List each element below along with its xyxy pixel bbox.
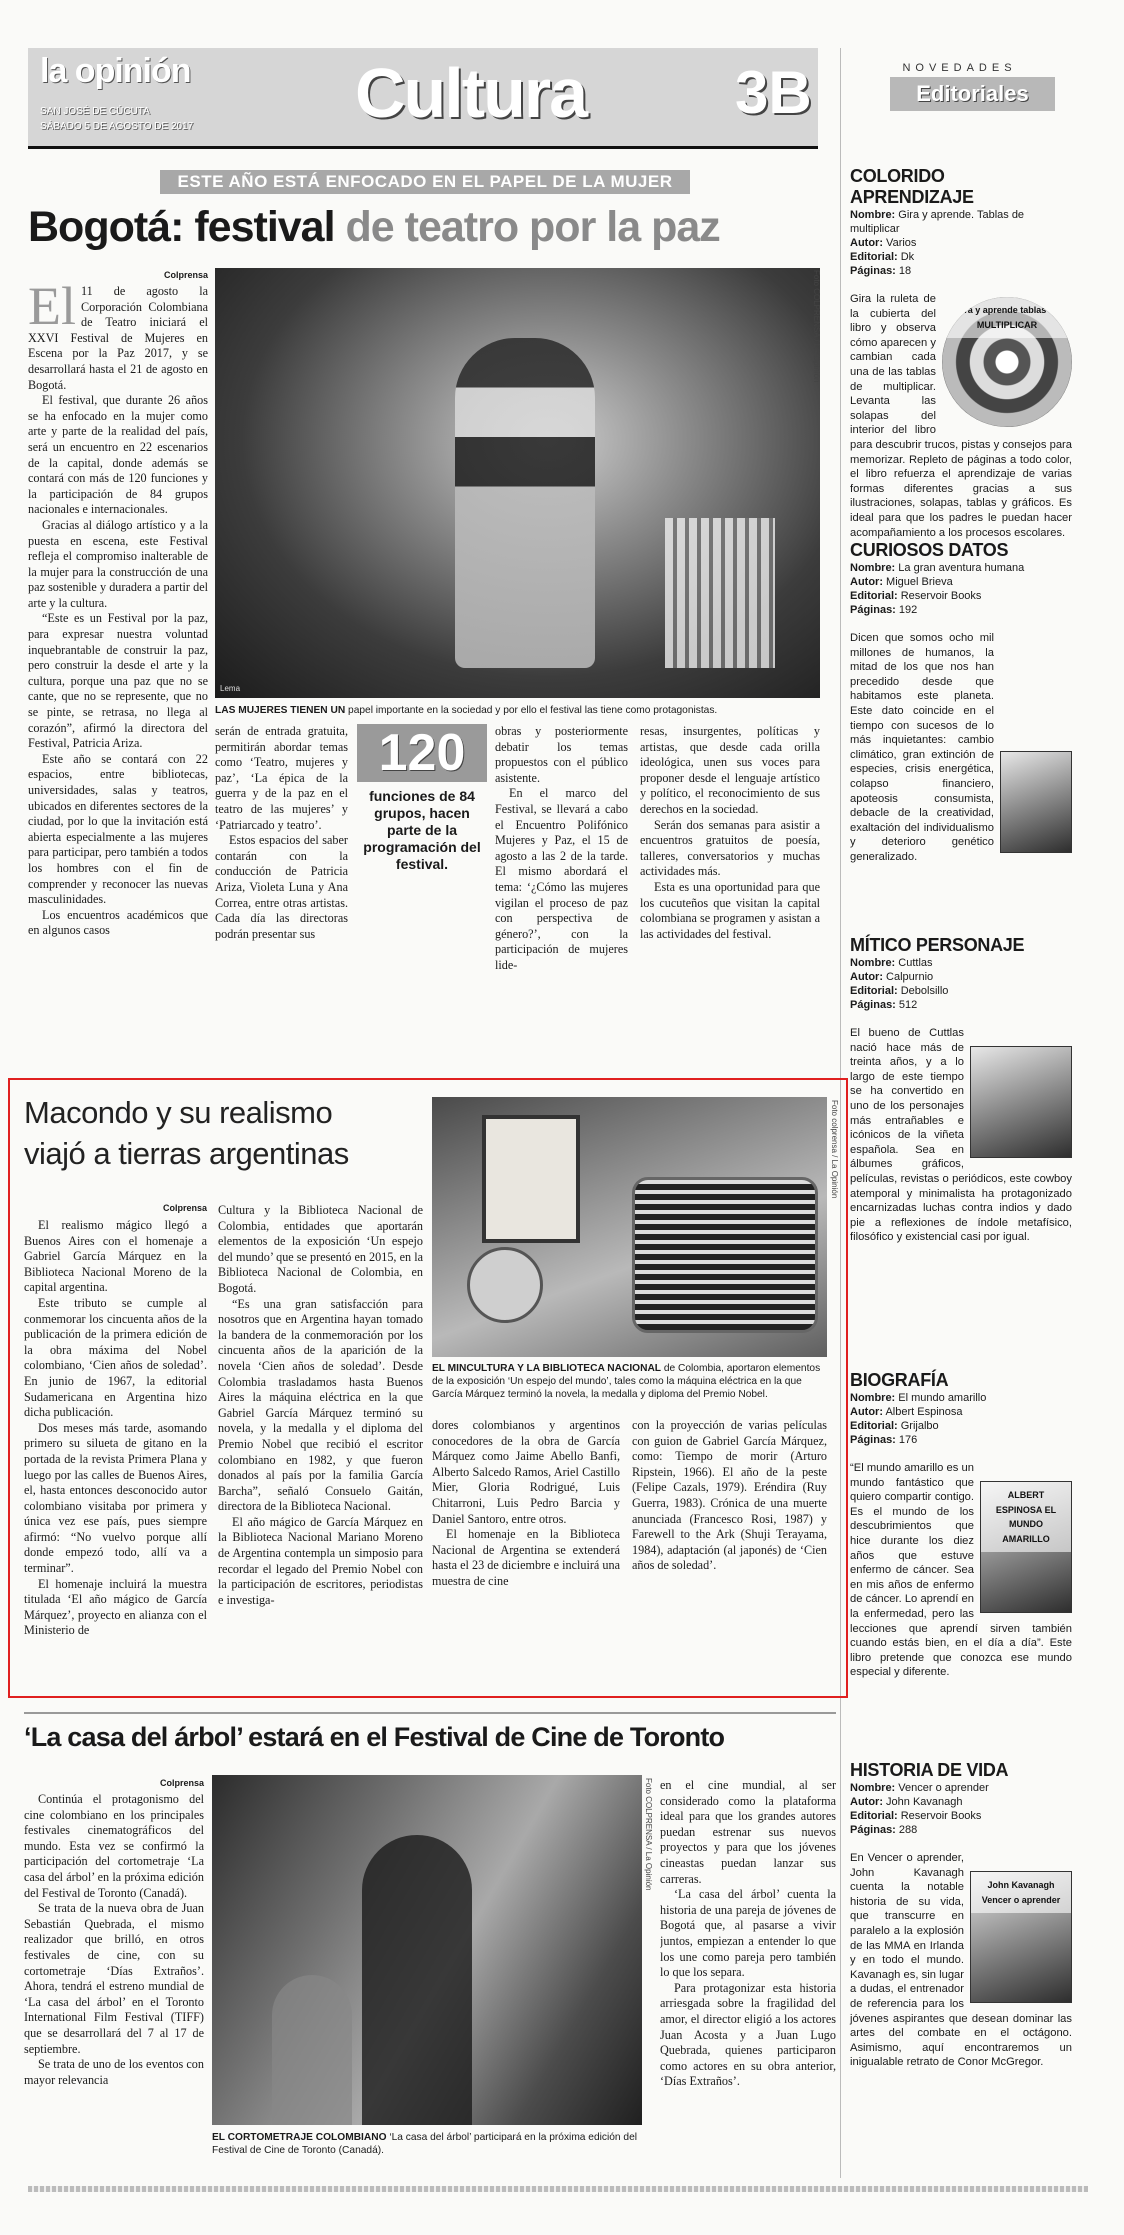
meta-label: Editorial: (850, 985, 898, 997)
article1-source: Colprensa (163, 270, 208, 280)
book-meta (850, 208, 1072, 278)
book-cover (970, 1871, 1072, 2003)
book-title: HISTORIA DE VIDA (850, 1760, 1009, 1780)
section-title: Cultura (355, 54, 586, 132)
meta-value: 176 (895, 1434, 918, 1446)
article2-col4 (632, 1418, 827, 1688)
paragraph: obras y posteriormente debatir los temas propuestos con el público asistente. (495, 724, 628, 785)
book-meta-editorial (850, 589, 1072, 603)
page-number: 3B (735, 59, 812, 126)
book-meta-editorial (850, 250, 1072, 264)
paragraph: Los encuentros académicos que en algunos casos (28, 907, 208, 938)
book-meta (850, 1781, 1072, 1837)
meta-value: Varios (883, 237, 917, 249)
masthead-logo: la opinión (40, 52, 191, 90)
paragraph: En el marco del Festival, se llevará a cabo el Encuentro Polifónico Mujeres y Paz, el 15 de agosto a las 2 de la tarde. El mismo abordará el tema: ‘¿Cómo las mujeres vigilan el proceso de paz con perspectiva de género?’, con la participación de mujeres lide- (495, 786, 628, 972)
caption-text: ‘La casa del árbol’ participará en la próxima edición del Festival de Cine de Toronto (Canadá). (212, 2132, 638, 2156)
meta-value: Albert Espinosa (883, 1406, 963, 1418)
meta-value: Reservoir Books (897, 590, 982, 602)
book-meta-editorial (850, 1419, 1072, 1433)
book-title: BIOGRAFÍA (850, 1370, 949, 1390)
book-meta (850, 956, 1072, 1012)
article2-caption (432, 1362, 827, 1401)
article1-col4 (640, 724, 820, 1054)
person-shape-1 (362, 1835, 472, 2125)
book-meta-autor (850, 236, 1072, 250)
meta-label: Autor: (850, 1796, 883, 1808)
meta-value: Miguel Brieva (883, 576, 953, 588)
meta-value: Dk (897, 251, 915, 263)
meta-value: Vencer o aprender (895, 1782, 989, 1794)
caption-text: de Colombia, aportaron elementos de la exposición ‘Un espejo del mundo’, tales como la máquina eléctrica en la que García Márquez terminó la novela, la medalla y diploma del Premio Nobel. (432, 1363, 821, 1400)
paragraph: Continúa el protagonismo del cine colombiano en los principales festivales cinematográficos del mundo. Esta vez se confirmó la participación del cortometraje ‘La casa del árbol’ en la próxima edición del Festival de Toronto (Canadá). (24, 1792, 204, 1900)
cover-text: ALBERT ESPINOSA EL MUNDO AMARILLO (981, 1482, 1071, 1552)
book-meta-autor (850, 575, 1072, 589)
book-cover (970, 1046, 1072, 1158)
article3-caption (212, 2131, 642, 2157)
paragraph: con la proyección de varias películas con guion de Gabriel García Márquez, como: Tiempo de morir (Arturo Ripstein, 1966). El año de la peste (Felipe Cazals, 1979). Eréndira (Ruy Guerra, 1983). Crónica de una muerte anunciada (Francesco Rosi, 1987) y Farewell to the Ark (Shuji Terayama, 1984), adaptación (al japonés) de ‘Cien años de soledad’. (632, 1418, 827, 1573)
cover-text: John Kavanagh Vencer o aprender (971, 1872, 1071, 1913)
article1-kicker: ESTE AÑO ESTÁ ENFOCADO EN EL PAPEL DE LA MUJER (160, 170, 690, 194)
meta-value: Calpurnio (883, 971, 934, 983)
paragraph: El festival, que durante 26 años se ha enfocado en la mujer como arte y parte de la realidad del país, será un encuentro en 22 escenarios de la capital, donde además se contará con más de 120 funciones y la participación de 84 grupos nacionales e internacionales. (28, 393, 208, 517)
book-meta-editorial (850, 1809, 1072, 1823)
article1-col1 (28, 284, 208, 1054)
sidebar-header-top: NOVEDADES (902, 62, 1017, 74)
meta-label: Editorial: (850, 1420, 898, 1432)
article2-title-line1: Macondo y su realismo (24, 1095, 333, 1130)
book-meta-editorial (850, 984, 1072, 998)
book-description-text: Dicen que somos ocho mil millones de humanos, la mitad de los que nos han precedido desde que habitamos este planeta. Este dato coincide en el tiempo con sucesos de lo más inquietantes: cambio climático, gran extinción de especies, crisis energética, colapso financiero, apoteosis consumista, debacle de la creatividad, exaltación del individualismo y deterioro genético generalizado. (850, 632, 994, 863)
cover-text: Gira y aprende tablas de MULTIPLICAR (942, 297, 1072, 338)
meta-value: Reservoir Books (897, 1810, 982, 1822)
book-entry (850, 935, 1072, 1245)
meta-label: Nombre: (850, 209, 896, 221)
book-meta-paginas (850, 603, 1072, 617)
meta-value: Cuttlas (895, 957, 933, 969)
book-entry (850, 540, 1072, 865)
book-meta-autor (850, 1405, 1072, 1419)
stat-number: 120 (357, 724, 487, 782)
headline-part-b: de teatro por la paz (345, 203, 720, 251)
article1-caption (215, 704, 820, 717)
caption-lead: EL MINCULTURA Y LA BIBLIOTECA NACIONAL (432, 1363, 662, 1374)
article3-photo (212, 1775, 642, 2125)
article1-col2 (215, 724, 348, 1054)
person-shape-2 (272, 1975, 352, 2125)
book-meta-paginas (850, 264, 1072, 278)
meta-label: Páginas: (850, 604, 896, 616)
masthead-city: SAN JOSÉ DE CÚCUTA (40, 106, 150, 117)
meta-label: Autor: (850, 971, 883, 983)
masthead-date: SÁBADO 5 DE AGOSTO DE 2017 (40, 121, 194, 132)
paragraph: dores colombianos y argentinos conocedores de la obra de García Márquez como Jaime Abello Banfi, Alberto Salcedo Ramos, Ariel Castillo Mier, Gloria Rodrigué, Luis Chitarroni, Luis Pedro Barcia y Daniel Santoro, entre otros. (432, 1418, 620, 1526)
meta-value: La gran aventura humana (895, 562, 1025, 574)
book-meta (850, 561, 1072, 617)
meta-value: 18 (895, 265, 912, 277)
book-title: CURIOSOS DATOS (850, 540, 1009, 560)
meta-label: Editorial: (850, 590, 898, 602)
book-description (850, 1851, 1072, 2070)
meta-value: 512 (895, 999, 918, 1011)
meta-label: Autor: (850, 1406, 883, 1418)
book-meta-paginas (850, 1823, 1072, 1837)
article3-headline: ‘La casa del árbol’ estará en el Festival de Cine de Toronto (24, 1722, 725, 1752)
book-description (850, 1461, 1072, 1680)
book-title: COLORIDO APRENDIZAJE (850, 166, 974, 207)
article1-col3-top (495, 724, 628, 1054)
paragraph: serán de entrada gratuita, permitirán abordar temas como ‘Teatro, mujeres y paz’, ‘La épica de la guerra y de la paz en el teatro de las mujeres’ y ‘Patriarcado y teatro’. (215, 724, 348, 832)
meta-label: Nombre: (850, 562, 896, 574)
book-description (850, 631, 1072, 865)
article3-rule (24, 1712, 836, 1714)
paragraph: Se trata de la nueva obra de Juan Sebastián Quebrada, el mismo realizador que brilló, en otros festivales de cine, con su cortometraje ‘Días Extraños’. Ahora, tendrá el estreno mundial de ‘La casa del árbol’ en el Toronto International Film Festival (TIFF) que se desarrollará del 7 al 17 de septiembre. (24, 1901, 204, 2056)
meta-value: Gira y aprende. Tablas de multiplicar (850, 209, 1025, 235)
meta-label: Autor: (850, 237, 883, 249)
book-cover (942, 297, 1072, 427)
meta-label: Nombre: (850, 1392, 896, 1404)
book-entry (850, 1370, 1072, 1680)
meta-value: El mundo amarillo (895, 1392, 987, 1404)
paragraph: El realismo mágico llegó a Buenos Aires con el homenaje a Gabriel García Márquez en la Biblioteca Nacional Moreno de la capital argentina. (24, 1218, 207, 1295)
article2-col3 (432, 1418, 620, 1688)
meta-label: Autor: (850, 576, 883, 588)
book-description-text: El bueno de Cuttlas nació hace más de treinta años, y a lo largo de este tiempo se ha convertido en uno de los personajes más entrañables e icónicos de la viñeta española. Sea en álbumes gráficos, películas, revistas o periódicos, este cowboy atemporal y minimalista ha protagonizado encarnizadas luchas contra indios y dado pie a reflexiones de índole metafísico, filosófico y existencial casi por igual. (850, 1027, 1072, 1244)
meta-value: Debolsillo (897, 985, 949, 997)
book-description (850, 1026, 1072, 1245)
paragraph: El homenaje en la Biblioteca Nacional de Argentina se extenderá hasta el 23 de diciembre e incluirá una muestra de cine (432, 1527, 620, 1588)
accordion-shape (665, 518, 775, 668)
meta-label: Páginas: (850, 1434, 896, 1446)
paragraph: Para protagonizar esta historia arriesgada sobre la fragilidad del amor, el director eligió a los actores Juan Acosta y a Juan Lugo Quebrada, quienes participaron como actores en su obra anterior, ‘Días Extraños’. (660, 1980, 836, 2089)
article2-col2 (218, 1203, 423, 1688)
paragraph: Se trata de uno de los eventos con mayor relevancia (24, 2057, 204, 2087)
book-meta-paginas (850, 998, 1072, 1012)
drop-cap: El (28, 284, 76, 336)
caption-lead: EL CORTOMETRAJE COLOMBIANO (212, 2132, 387, 2143)
book-meta-autor (850, 1795, 1072, 1809)
article1-photo (215, 268, 820, 698)
paragraph: 11 de agosto la Corporación Colombiana de Teatro iniciará el XXVI Festival de Mujeres en Escena por la Paz 2017, y se desarrollará hasta el 21 de agosto en Bogotá. (28, 284, 208, 392)
book-meta-nombre (850, 208, 1072, 236)
book-entry (850, 166, 1072, 540)
paragraph: Este tributo se cumple al conmemorar los cincuenta años de la publicación de la primera edición de la obra máxima del Nobel colombiano, ‘Cien años de soledad’. En junio de 1967, la editorial Sudamericana en Argentina hizo dicha publicación. (24, 1295, 207, 1420)
page-footer-rule (28, 2186, 1088, 2192)
paragraph: Cultura y la Biblioteca Nacional de Colombia, entidades que aportarán elementos de la exposición ‘Un espejo del mundo’ que se presentó en 2015, en la Biblioteca Nacional de Colombia, en Bogotá. (218, 1203, 423, 1295)
meta-value: Grijalbo (897, 1420, 939, 1432)
paragraph: ‘La casa del árbol’ cuenta la historia de una pareja de jóvenes de Bogotá que, al pasarse a vivir juntos, empiezan a entender lo que los une como pareja pero también lo que los separa. (660, 1887, 836, 1980)
paragraph: El homenaje incluirá la muestra titulada ‘El año mágico de García Márquez’, proyecto en alianza con el Ministerio de (24, 1576, 207, 1638)
paragraph: El año mágico de García Márquez en la Biblioteca Nacional Mariano Moreno de Argentina contempla un simposio para recordar el legado del Premio Nobel con la participación de escritores, periodistas e investiga- (218, 1514, 423, 1607)
book-meta-paginas (850, 1433, 1072, 1447)
meta-label: Páginas: (850, 999, 896, 1011)
meta-label: Nombre: (850, 957, 896, 969)
performer-figure (455, 338, 595, 668)
article3-source: Colprensa (159, 1778, 204, 1788)
book-meta-nombre (850, 1391, 1072, 1405)
meta-label: Páginas: (850, 1824, 896, 1836)
caption-text: papel importante en la sociedad y por ello el festival las tiene como protagonistas. (345, 705, 718, 716)
article2-title-line2: viajó a tierras argentinas (24, 1136, 349, 1171)
paragraph: “Este es un Festival por la paz, para expresar nuestra voluntad inquebrantable de construir la paz, pero construir la desde el arte y la cultura, porque una paz que no se cante, que no se represente, que no se pinte, se retrasa, no llega al corazón”, afirmó la directora del Festival, Patricia Ariza. (28, 611, 208, 751)
paragraph: “Es una gran satisfacción para nosotros que en Argentina hayan tomado la bandera de la conmemoración por los cincuenta años de la aparición de la novela ‘Cien años de soledad’. Desde Colombia trasladamos hasta Buenos Aires la máquina eléctrica en la que Gabriel García Márquez terminó su novela, y la medalla y el diploma del Premio Nobel que recibió el escritor colombiano en 1982, y que fueron donados al país por la familia García Barcha”, señaló Consuelo Gaitán, directora de la Biblioteca Nacional. (218, 1296, 423, 1514)
meta-label: Editorial: (850, 251, 898, 263)
article2-col1 (24, 1218, 207, 1688)
article1-headline (28, 202, 828, 252)
paragraph: resas, insurgentes, políticas y artistas, que desde cada orilla ideológica, unen sus voces para proponer desde el lenguaje artístico y político, el reconocimiento de sus derechos en la sociedad. (640, 724, 820, 816)
article2-photo (432, 1097, 827, 1357)
typewriter-shape (632, 1177, 818, 1333)
paragraph: Esta es una oportunidad para que los cucuteños que visitan la capital colombiana se programen y asistan a las actividades del festival. (640, 879, 820, 941)
paragraph: Gracias al diálogo artístico y a la puesta en escena, este Festival refleja el compromiso inalterable de la mujer para la construcción de una paz sostenible y duradera a partir del arte y la cultura. (28, 517, 208, 610)
article3-col2 (660, 1778, 836, 2178)
article2-photo-credit: Foto colprensa / La Opinión (830, 1100, 839, 1199)
meta-value: John Kavanagh (883, 1796, 963, 1808)
book-description-text: Gira la ruleta de la cubierta del libro y observa cómo aparecen y cambian cada una de las tablas de multiplicar. Levanta las solapas del interior del libro para descubrir trucos, pistas y consejos para memorizar. Repleto de páginas a todo color, el libro refuerza el aprendizaje de varias formas diferentes gracias a sus ilustraciones, solapas, tablas y gráficos. Es ideal para que los padres le puedan hacer acompañamiento a los procesos escolares. (850, 293, 1072, 539)
paragraph: Estos espacios del saber contarán con la conducción de Patricia Ariza, Violeta Luna y Ana Correa, entre otras artistas. Cada día las directoras podrán presentar sus (215, 833, 348, 941)
caption-lead: LAS MUJERES TIENEN UN (215, 705, 346, 716)
meta-value: 192 (895, 604, 918, 616)
headline-part-a: Bogotá: festival (28, 203, 346, 251)
article1-photo-tag: Lema (220, 684, 241, 693)
book-cover (1000, 751, 1072, 853)
book-description (850, 292, 1072, 540)
article1-col1-body (28, 284, 208, 939)
paragraph: Serán dos semanas para asistir a encuentros gratuitos de poesía, talleres, conversatorios y muchas actividades más. (640, 817, 820, 879)
book-meta-nombre (850, 1781, 1072, 1795)
meta-label: Páginas: (850, 265, 896, 277)
book-meta-nombre (850, 956, 1072, 970)
paragraph: Este año se contará con 22 espacios, entre bibliotecas, universidades, salas y teatros, ubicados en diferentes sectores de la ciudad, por lo que la invitación está abierta especialmente a las mujeres para participar, pero también a todos los hombres con el fin de comprender y reconocer las nuevas masculinidades. (28, 751, 208, 907)
meta-label: Nombre: (850, 1782, 896, 1794)
stat-text: funciones de 84 grupos, hacen parte de la programación del festival. (363, 788, 481, 872)
paragraph: Dos meses más tarde, asomando primero su silueta de gitano en la portada de la revista Primera Plana y luego por las calles de Buenos Aires, el, hasta entonces desconocido autor colombiano visitaba por primera y única vez ese país, pues siempre afirmó: “No vuelvo porque allí donde empezó todo, allí va a terminar”. (24, 1420, 207, 1576)
sidebar-header-title: Editoriales (890, 77, 1055, 111)
stat-box (357, 724, 487, 884)
book-cover (980, 1481, 1072, 1613)
article2-source: Colprensa (162, 1203, 207, 1213)
book-meta (850, 1391, 1072, 1447)
book-entry (850, 1760, 1072, 2070)
paragraph: en el cine mundial, al ser considerado como la plataforma ideal para que los grandes autores puedan estrenar sus nuevos proyectos y para que los jóvenes cineastas puedan lanzar sus carreras. (660, 1778, 836, 1886)
book-title: MÍTICO PERSONAJE (850, 935, 1025, 955)
book-meta-autor (850, 970, 1072, 984)
article3-photo-credit: Foto COLPRENSA / La Opinión (644, 1778, 653, 1891)
article3-col1 (24, 1792, 204, 2172)
book-meta-nombre (850, 561, 1072, 575)
meta-value: 288 (895, 1824, 918, 1836)
book-description-text: “El mundo amarillo es un mundo fantástico que quiero compartir contigo. Es el mundo de los descubrimientos que hice durante los diez años que estuve enfermo de cáncer. Sea en mis años de enfermo de cáncer. Lo aprendí en la enfermedad, pero las lecciones que aprendí sirven también cuando estás bien, en el día a día”. Este libro pretende que conozca ese mundo especial y diferente. (850, 1462, 1072, 1679)
book-description-text: En Vencer o aprender, John Kavanagh cuenta la notable historia de su vida, que transcurre en paralelo a la explosión de las MMA en Irlanda y en todo el mundo. Kavanagh es, sin lugar a dudas, el entrenador de referencia para los jóvenes aspirantes que desean dominar las artes del combate en el octágono. Asimismo, aquí encontraremos un inigualable retrato de Conor McGregor. (850, 1852, 1072, 2069)
article1-photo-credit: Foto COLPRENSA / La Opinión (812, 270, 821, 383)
medal-shape (467, 1247, 543, 1323)
meta-label: Editorial: (850, 1810, 898, 1822)
diploma-shape (482, 1115, 580, 1243)
